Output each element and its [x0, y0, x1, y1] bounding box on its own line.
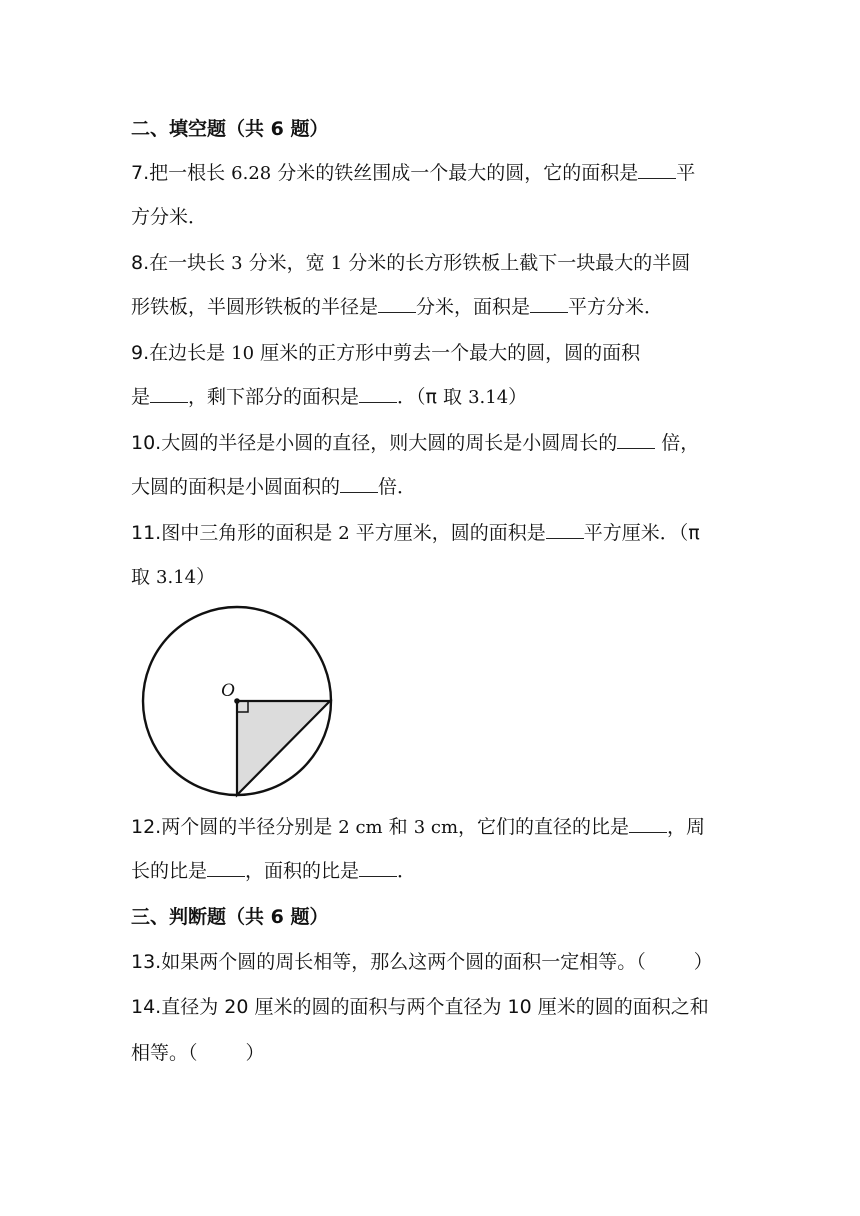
answer-blank[interactable]: [638, 160, 676, 179]
q12-text: 和: [382, 816, 414, 838]
q9-text: ．（π 取: [397, 386, 469, 408]
q12-text: 长的比是: [131, 860, 208, 882]
answer-blank[interactable]: [546, 520, 584, 539]
answer-blank[interactable]: [378, 294, 416, 313]
answer-blank[interactable]: [629, 814, 667, 833]
question-11-line-2: [131, 564, 741, 591]
question-13-line-1: [131, 949, 741, 975]
circle-triangle-figure: [140, 603, 334, 799]
q9-text: 厘米的正方形中剪去一个最大的圆，圆的面积: [254, 342, 641, 364]
answer-blank[interactable]: [340, 474, 378, 493]
q8-number: 3: [231, 253, 243, 274]
answer-blank[interactable]: [617, 430, 655, 449]
question-10-line-1: [131, 430, 741, 456]
q12-text: 12.两个圆的半径分别是: [131, 816, 339, 838]
q11-text: 平方厘米．（π: [583, 522, 700, 544]
q9-text: 是: [131, 386, 151, 408]
answer-blank[interactable]: [150, 384, 188, 403]
q7-number: 6.28: [231, 163, 272, 184]
q8-text: 分米，面积是: [416, 296, 531, 318]
question-9-line-2: [131, 384, 741, 411]
q11-number: 3.14: [156, 567, 197, 588]
q9-text: ）: [508, 386, 528, 408]
q7-text: 7.把一根长: [131, 162, 232, 184]
question-12-line-2: [131, 858, 741, 884]
center-label: O: [221, 680, 235, 701]
section-3-heading: 三、判断题（共 6 题）: [131, 906, 329, 928]
question-12-line-1: [131, 814, 741, 841]
answer-blank[interactable]: [207, 858, 245, 877]
answer-blank[interactable]: [530, 294, 568, 313]
q7-text: 分米的铁丝围成一个最大的圆，它的面积是: [271, 162, 639, 184]
q10-text: 大圆的面积是小圆面积的: [131, 476, 341, 498]
question-8-line-2: [131, 294, 741, 320]
q14-text: ）: [245, 1042, 265, 1064]
q11-text: 11.图中三角形的面积是: [131, 522, 339, 544]
question-7-line-2: 方分米．: [131, 206, 208, 228]
question-10-line-2: [131, 474, 741, 500]
center-point: [234, 698, 240, 704]
q12-number: 3 cm: [413, 817, 459, 838]
question-8-line-1: [131, 250, 741, 277]
q10-text: 倍．: [378, 476, 417, 498]
q8-text: 8.在一块长: [131, 252, 232, 274]
shaded-triangle: [237, 701, 330, 795]
question-11-line-1: [131, 520, 741, 547]
q12-text: ，它们的直径的比是: [458, 816, 630, 838]
q8-number: 1: [330, 253, 343, 274]
q8-text: 平方分米．: [568, 296, 664, 318]
question-14-line-1: 14.直径为 20 厘米的圆的面积与两个直径为 10 厘米的圆的面积之和: [131, 996, 709, 1018]
q13-text: 13.如果两个圆的周长相等，那么这两个圆的面积一定相等。（: [131, 951, 646, 973]
q11-text: ）: [196, 566, 216, 588]
q13-text: ）: [693, 951, 713, 973]
question-7-line-1: [131, 160, 741, 187]
q12-text: ，面积的比是: [245, 860, 360, 882]
answer-blank[interactable]: [359, 384, 397, 403]
q7-text: 平: [676, 162, 696, 184]
q8-text: 分米，宽: [242, 252, 331, 274]
q9-number: 3.14: [468, 387, 509, 408]
q9-text: ，剩下部分的面积是: [188, 386, 360, 408]
q12-text: ．: [397, 860, 417, 882]
q11-number: 2: [338, 523, 350, 544]
q12-text: ，周: [667, 816, 706, 838]
q11-text: 取: [131, 566, 157, 588]
question-14-line-2: [131, 1040, 741, 1066]
q9-text: 9.在边长是: [131, 342, 232, 364]
q11-text: 平方厘米，圆的面积是: [349, 522, 546, 544]
question-9-line-1: [131, 340, 741, 367]
q12-number: 2 cm: [338, 817, 383, 838]
q8-text: 分米的长方形铁板上截下一块最大的半圆: [342, 252, 691, 274]
q10-text: 倍，: [655, 432, 700, 454]
q10-text: 10.大圆的半径是小圆的直径，则大圆的周长是小圆周长的: [131, 432, 618, 454]
answer-blank[interactable]: [359, 858, 397, 877]
q9-number: 10: [231, 343, 255, 364]
q14-text: 相等。（: [131, 1042, 198, 1064]
section-2-heading: 二、填空题（共 6 题）: [131, 118, 329, 140]
q8-text: 形铁板，半圆形铁板的半径是: [131, 296, 379, 318]
